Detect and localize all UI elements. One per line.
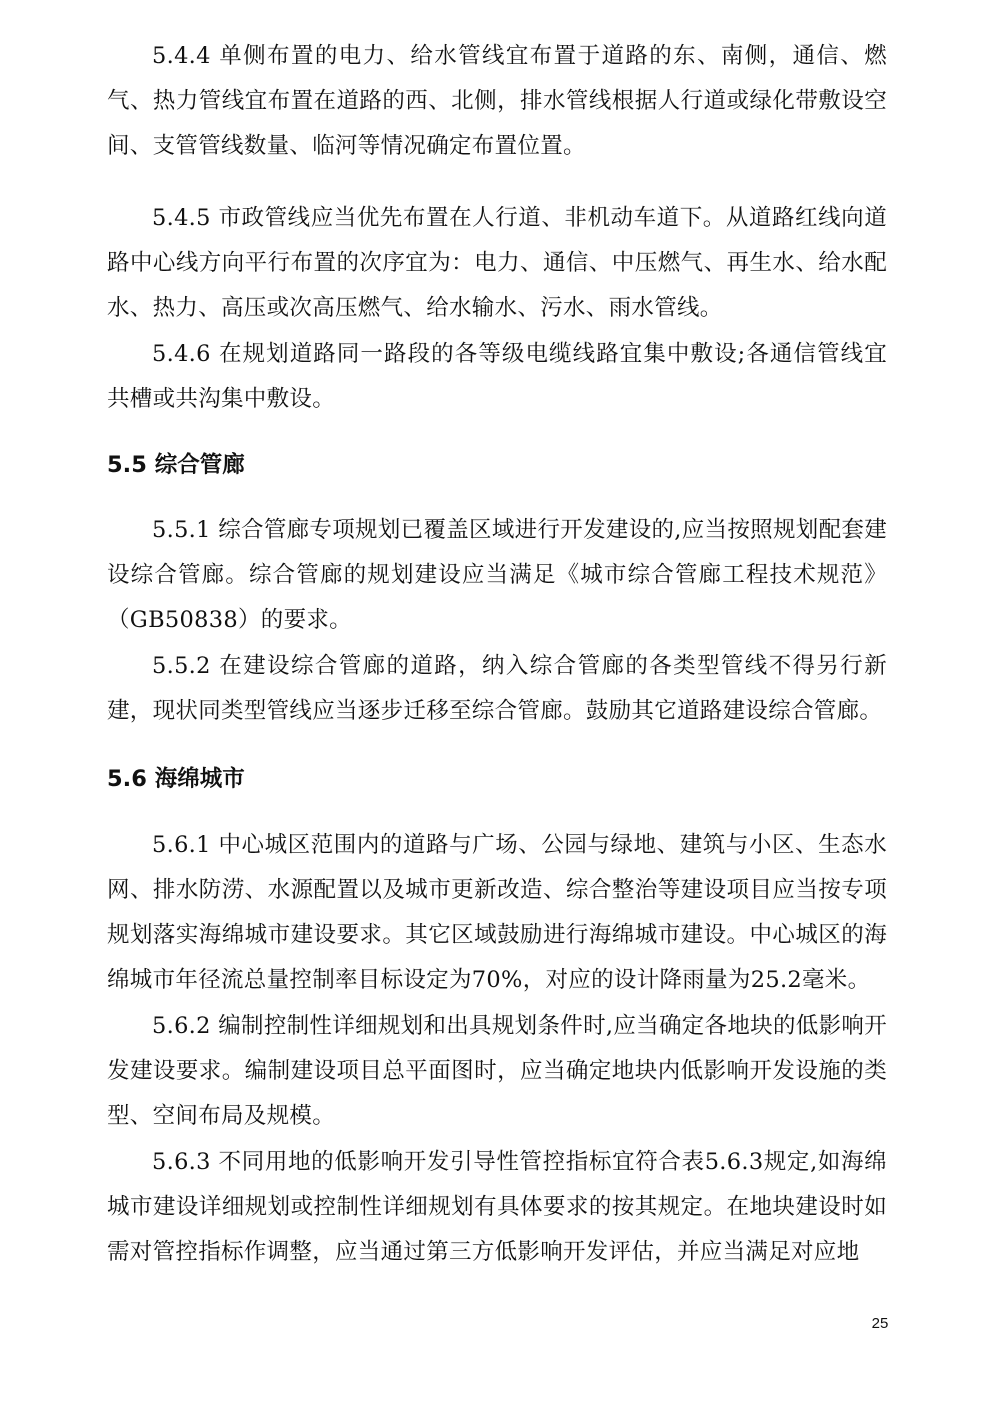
paragraph-5-6-2: 5.6.2 编制控制性详细规划和出具规划条件时,应当确定各地块的低影响开发建设要求。编制建设项目总平面图时，应当确定地块内低影响开发设施的类型、空间布局及规模。 <box>107 1013 887 1129</box>
paragraph-5-4-4: 5.4.4 单侧布置的电力、给水管线宜布置于道路的东、南侧，通信、燃气、热力管线宜布置在道路的西、北侧，排水管线根据人行道或绿化带敷设空间、支管管线数量、临河等情况确定布置位置。 <box>107 43 887 159</box>
paragraph-5-6-3: 5.6.3 不同用地的低影响开发引导性管控指标宜符合表5.6.3规定,如海绵城市建设详细规划或控制性详细规划有具体要求的按其规定。在地块建设时如需对管控指标作调整，应当通过第三方低影响开发评估，并应当满足对应地 <box>107 1149 887 1265</box>
paragraph-5-6-1: 5.6.1 中心城区范围内的道路与广场、公园与绿地、建筑与小区、生态水网、排水防涝、水源配置以及城市更新改造、综合整治等建设项目应当按专项规划落实海绵城市建设要求。其它区域鼓励进行海绵城市建设。中心城区的海绵城市年径流总量控制率目标设定为70%，对应的设计降雨量为25.2毫米。 <box>107 832 887 993</box>
paragraph-5-4-5: 5.4.5 市政管线应当优先布置在人行道、非机动车道下。从道路红线向道路中心线方向平行布置的次序宜为：电力、通信、中压燃气、再生水、给水配水、热力、高压或次高压燃气、给水输水、污水、雨水管线。 <box>107 205 887 321</box>
paragraph-5-4-6: 5.4.6 在规划道路同一路段的各等级电缆线路宜集中敷设;各通信管线宜共槽或共沟集中敷设。 <box>107 341 887 412</box>
paragraph-5-5-1: 5.5.1 综合管廊专项规划已覆盖区域进行开发建设的,应当按照规划配套建设综合管廊。综合管廊的规划建设应当满足《城市综合管廊工程技术规范》（GB50838）的要求。 <box>107 517 887 633</box>
page-number: 25 <box>871 1315 889 1332</box>
paragraph-5-5-2: 5.5.2 在建设综合管廊的道路，纳入综合管廊的各类型管线不得另行新建，现状同类型管线应当逐步迁移至综合管廊。鼓励其它道路建设综合管廊。 <box>107 653 887 724</box>
section-heading-5-6: 5.6 海绵城市 <box>107 766 245 792</box>
section-heading-5-5: 5.5 综合管廊 <box>107 452 245 478</box>
